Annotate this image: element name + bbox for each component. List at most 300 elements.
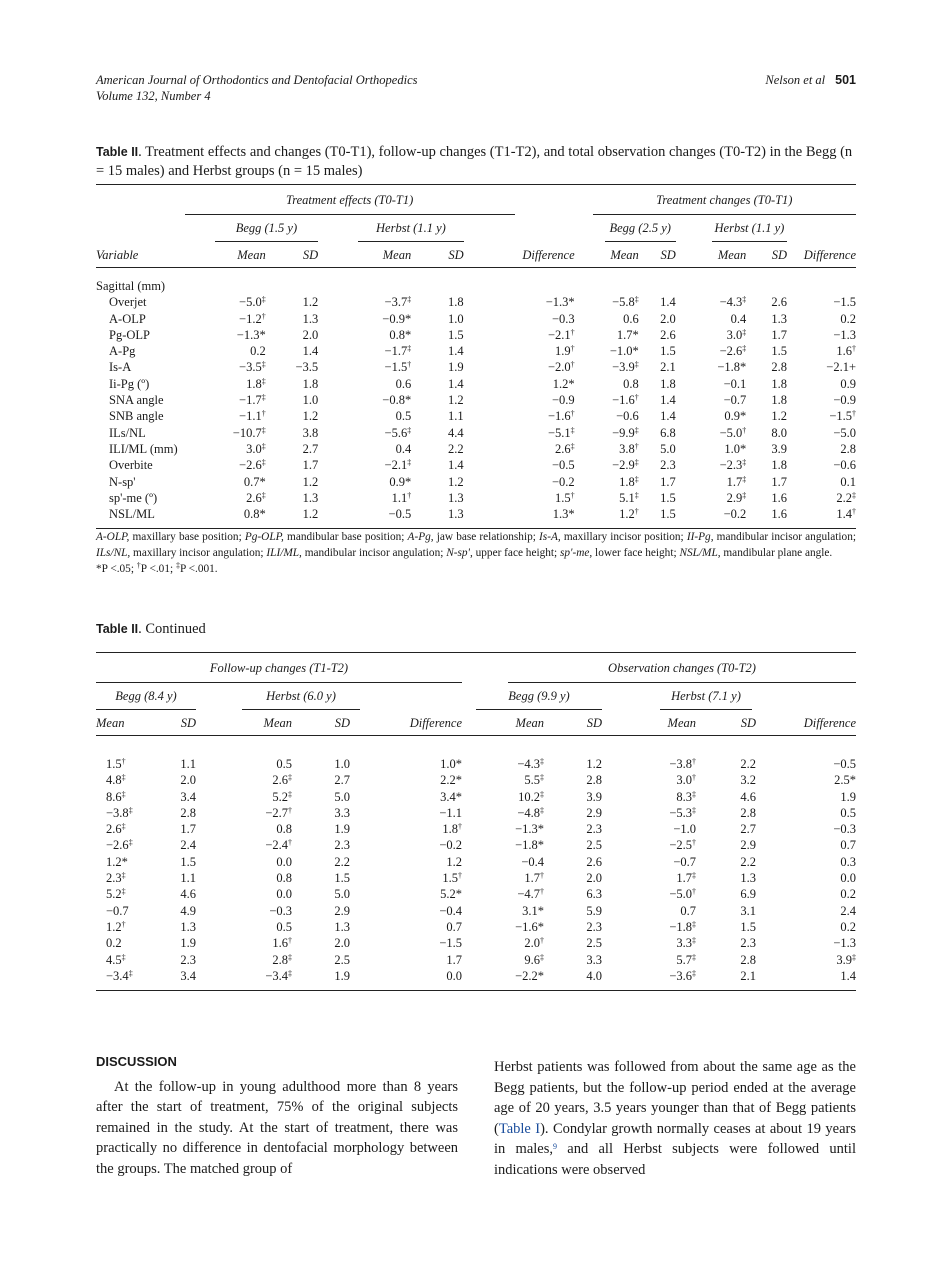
table-cell: 2.1 bbox=[660, 360, 676, 375]
reference-9-link[interactable]: 9 bbox=[553, 1142, 557, 1152]
table-cell: 0.5 bbox=[276, 757, 292, 771]
abbreviation-definition: mandibular incisor angulation; bbox=[713, 531, 856, 543]
table-cell: 1.6 bbox=[771, 490, 787, 505]
table-cell: 0.4 bbox=[395, 441, 412, 456]
table2-label: Table II bbox=[96, 622, 139, 636]
table-cell: 4.5‡ bbox=[106, 952, 126, 967]
table-cell: 3.0† bbox=[676, 773, 696, 788]
table-cell: −2.0† bbox=[547, 360, 575, 375]
table1-group-label bbox=[185, 185, 575, 216]
table-cell: 2.9 bbox=[334, 903, 350, 918]
table1-subgroup-text: Begg (2.5 y) bbox=[605, 217, 676, 242]
table-cell: 4.8‡ bbox=[106, 773, 126, 788]
abbreviation-definition: upper face height; bbox=[472, 547, 560, 559]
running-header bbox=[96, 72, 856, 104]
table-cell: −0.6 bbox=[616, 409, 639, 424]
table1-caption bbox=[96, 143, 856, 181]
table1-body bbox=[96, 268, 856, 529]
table-row bbox=[96, 311, 856, 327]
table-cell: 2.3 bbox=[586, 822, 602, 837]
table-cell: −0.7 bbox=[723, 393, 747, 408]
table-cell: 1.3 bbox=[740, 871, 756, 886]
table-cell: 0.8* bbox=[243, 507, 266, 522]
table-row bbox=[96, 392, 856, 408]
table-cell: 1.1† bbox=[391, 490, 412, 505]
table-cell: 1.4 bbox=[302, 344, 319, 359]
table1-subgroup-header bbox=[96, 215, 856, 243]
table-cell: 3.9‡ bbox=[836, 952, 856, 967]
table-cell: 1.8 bbox=[448, 295, 464, 310]
table2-subgroup bbox=[196, 683, 350, 711]
table-cell: 1.2* bbox=[106, 854, 128, 869]
table-cell: 2.6‡ bbox=[106, 822, 126, 837]
col-mean: Mean bbox=[237, 247, 266, 262]
col-difference: Difference bbox=[803, 247, 856, 262]
abbreviation-definition: maxillary base position; bbox=[129, 531, 245, 543]
table-cell: 1.5 bbox=[660, 344, 676, 359]
table-cell: 0.0 bbox=[840, 871, 856, 886]
variable-name: ILs/NL bbox=[109, 425, 146, 440]
table-cell: 1.7 bbox=[660, 474, 676, 489]
table1-subgroup bbox=[185, 215, 319, 243]
table-cell: −0.2 bbox=[723, 507, 747, 522]
table-cell: 0.8 bbox=[276, 822, 292, 837]
table-row bbox=[96, 756, 856, 772]
table-cell: −3.8‡ bbox=[106, 805, 133, 820]
header-authors: Nelson et al bbox=[765, 73, 826, 87]
table-cell: 3.8† bbox=[619, 441, 639, 456]
table-cell: 1.2 bbox=[302, 507, 319, 522]
table-cell: 1.0 bbox=[448, 311, 464, 326]
sig-p01: P <.01; bbox=[140, 563, 176, 575]
table-cell: 0.8 bbox=[623, 376, 639, 391]
table-cell: 3.4 bbox=[180, 789, 196, 804]
table-row bbox=[96, 952, 856, 968]
variable-name: SNB angle bbox=[109, 409, 164, 424]
table-cell: 0.9 bbox=[840, 376, 856, 391]
table-cell: 1.3 bbox=[448, 507, 464, 522]
variable-name: A-OLP bbox=[109, 311, 146, 326]
table2-group-label-text: Observation changes (T0-T2) bbox=[508, 654, 856, 683]
table2-caption bbox=[96, 620, 856, 639]
table1-footnote bbox=[96, 529, 856, 577]
table-cell: 0.2 bbox=[250, 344, 266, 359]
table-cell: −1.5 bbox=[439, 936, 462, 951]
discussion-paragraph-cont bbox=[494, 1057, 856, 1181]
table-cell: 1.3* bbox=[552, 507, 575, 522]
table-cell: −1.3 bbox=[833, 327, 856, 342]
table-cell: 2.0† bbox=[524, 936, 544, 951]
table2-subgroup bbox=[602, 683, 756, 711]
table-cell: −0.2 bbox=[439, 838, 462, 853]
variable-name: N-sp' bbox=[109, 474, 136, 489]
table-row bbox=[96, 968, 856, 984]
discussion-heading: DISCUSSION bbox=[96, 1054, 177, 1069]
abbreviation-term: ILI/ML, bbox=[266, 547, 302, 559]
table-cell: −1.8* bbox=[515, 838, 544, 853]
table-cell: −0.8* bbox=[382, 393, 412, 408]
table-cell: 6.3 bbox=[586, 887, 602, 902]
table-row bbox=[96, 772, 856, 788]
table-cell: −5.6‡ bbox=[384, 425, 412, 440]
table1-subgroup bbox=[318, 215, 463, 243]
table2-subgroup bbox=[462, 683, 602, 711]
table-cell: 2.6‡ bbox=[555, 441, 575, 456]
header-right bbox=[765, 72, 856, 88]
table-cell: −2.5† bbox=[669, 838, 696, 853]
table-cell: 3.9 bbox=[586, 789, 602, 804]
table1-column-header bbox=[96, 243, 856, 268]
table-cell: 0.9* bbox=[389, 474, 412, 489]
table-cell: 2.3 bbox=[180, 952, 196, 967]
table-cell: 1.3 bbox=[771, 311, 787, 326]
table1-caption-text: . Treatment effects and changes (T0-T1), follow-up changes (T1-T2), and total observation changes (T0-T2) in the Begg (n = 15 males) and Herbst groups (n = 15 males) bbox=[96, 144, 853, 179]
table-cell: 2.6‡ bbox=[246, 490, 266, 505]
table-cell: 1.5† bbox=[442, 871, 462, 886]
table-cell: −0.5 bbox=[551, 458, 575, 473]
table1-group-label-text: Treatment effects (T0-T1) bbox=[185, 186, 515, 215]
table-cell: −3.5 bbox=[295, 360, 319, 375]
table-cell: 3.0‡ bbox=[246, 441, 266, 456]
table-row bbox=[96, 903, 856, 919]
table-cell: 3.8 bbox=[302, 425, 319, 440]
table1-subgroup bbox=[676, 215, 787, 243]
table-cell: 1.0* bbox=[440, 757, 462, 771]
table-cell: −4.3‡ bbox=[517, 757, 544, 771]
sig-dagger: † bbox=[136, 561, 141, 570]
table-cell: 0.5 bbox=[276, 919, 292, 934]
table-cell: 2.8 bbox=[740, 952, 756, 967]
table-cell: 2.4 bbox=[840, 903, 856, 918]
table-cell: 2.8‡ bbox=[272, 952, 292, 967]
table-cell: −0.9 bbox=[833, 393, 856, 408]
col-sd: SD bbox=[660, 247, 676, 262]
table-cell: 1.5 bbox=[180, 854, 196, 869]
table-cell: 4.9 bbox=[180, 903, 196, 918]
table2-group-header bbox=[96, 653, 856, 684]
table-cell: 1.6† bbox=[272, 936, 292, 951]
table-cell: −0.7 bbox=[106, 903, 129, 918]
col-mean: Mean bbox=[263, 715, 292, 730]
section-label: Sagittal (mm) bbox=[96, 279, 166, 293]
table-cell: 2.0 bbox=[334, 936, 350, 951]
col-sd: SD bbox=[334, 715, 350, 730]
table-cell: 1.5 bbox=[660, 490, 676, 505]
table-cell: −5.0 bbox=[833, 425, 856, 440]
col-sd: SD bbox=[771, 247, 787, 262]
table-cell: −1.2† bbox=[239, 311, 266, 326]
sig-p05: *P <.05; bbox=[96, 563, 137, 575]
table1-subgroup-text: Begg (1.5 y) bbox=[215, 217, 319, 242]
table-cell: 2.6 bbox=[660, 327, 676, 342]
table-cell: 10.2‡ bbox=[518, 789, 544, 804]
table-cell: 2.9‡ bbox=[726, 490, 747, 505]
table-cell: −1.3* bbox=[545, 295, 575, 310]
table-cell: 1.2 bbox=[771, 409, 787, 424]
abbreviation-term: NSL/ML, bbox=[679, 547, 721, 559]
table-cell: 0.2 bbox=[840, 887, 856, 902]
table-row bbox=[96, 506, 856, 522]
table-cell: 5.0 bbox=[660, 441, 676, 456]
variable-name: NSL/ML bbox=[109, 507, 155, 522]
table-cell: 5.5‡ bbox=[524, 773, 544, 788]
table-row bbox=[96, 886, 856, 902]
table-cell: 1.1 bbox=[180, 757, 196, 771]
table-cell: −0.6 bbox=[833, 458, 856, 473]
table-cell: −2.6‡ bbox=[106, 838, 133, 853]
table-row bbox=[96, 474, 856, 490]
table-row bbox=[96, 359, 856, 375]
table-row bbox=[96, 821, 856, 837]
table-cell: −1.6† bbox=[547, 409, 575, 424]
table-cell: 2.8 bbox=[771, 360, 787, 375]
table-cell: 1.9† bbox=[555, 344, 575, 359]
table-row bbox=[96, 376, 856, 392]
discussion-left-column bbox=[96, 1052, 458, 1180]
table-row bbox=[96, 408, 856, 424]
table-cell: −0.1 bbox=[723, 376, 747, 391]
table-cell: 2.3 bbox=[660, 458, 676, 473]
table-cell: −2.3‡ bbox=[719, 458, 747, 473]
table-cell: −0.5 bbox=[833, 757, 856, 771]
table-cell: 2.7 bbox=[334, 773, 350, 788]
col-sd: SD bbox=[740, 715, 756, 730]
table-row bbox=[96, 457, 856, 473]
table-cell: 1.7* bbox=[616, 327, 639, 342]
table-cell: 1.9 bbox=[334, 822, 350, 837]
table-cell: 1.6† bbox=[836, 344, 856, 359]
table-cell: −1.3* bbox=[236, 327, 266, 342]
col-variable: Variable bbox=[96, 247, 139, 262]
table-cell: −2.1‡ bbox=[384, 458, 412, 473]
table1 bbox=[96, 184, 856, 529]
table-cell: 2.2 bbox=[334, 854, 350, 869]
table-cell: 0.5 bbox=[840, 805, 856, 820]
table2-group-label bbox=[462, 653, 856, 684]
table-cell: 2.3‡ bbox=[106, 871, 126, 886]
table-cell: 9.6‡ bbox=[524, 952, 544, 967]
table-cell: −1.8‡ bbox=[669, 919, 696, 934]
table2-subgroup-header bbox=[96, 683, 856, 711]
discussion-text: and all Herbst subjects were followed until indications were observed bbox=[494, 1141, 856, 1178]
table-cell: 1.8 bbox=[771, 393, 787, 408]
table-cell: −5.0† bbox=[719, 425, 747, 440]
table-cell: 0.7 bbox=[446, 919, 462, 934]
variable-name: SNA angle bbox=[109, 393, 164, 408]
table-cell: −0.9* bbox=[382, 311, 412, 326]
table-cell: −1.1† bbox=[239, 409, 266, 424]
table1-label: Table II bbox=[96, 145, 139, 159]
table-cell: 2.2* bbox=[440, 773, 462, 788]
col-mean: Mean bbox=[610, 247, 639, 262]
table-cell: −3.9‡ bbox=[612, 360, 639, 375]
table2-group-label-text: Follow-up changes (T1-T2) bbox=[96, 654, 462, 683]
table-cell: 5.7‡ bbox=[676, 952, 696, 967]
table-cell: 2.2‡ bbox=[836, 490, 856, 505]
table-cell: 0.6 bbox=[395, 376, 412, 391]
table-cell: −0.4 bbox=[521, 854, 544, 869]
table-cell: 2.9 bbox=[740, 838, 756, 853]
variable-name: Overbite bbox=[109, 458, 153, 473]
variable-name: Pg-OLP bbox=[109, 327, 150, 342]
table-cell: 3.0‡ bbox=[726, 327, 747, 342]
table-cell: 5.0 bbox=[334, 887, 350, 902]
table-cell: 1.2 bbox=[448, 393, 464, 408]
table2-caption-text: . Continued bbox=[138, 621, 206, 637]
discussion-right-column bbox=[494, 1057, 856, 1181]
table-spacer bbox=[96, 984, 856, 991]
table-cell: 1.2 bbox=[586, 757, 602, 771]
abbreviation-term: A-Pg, bbox=[407, 531, 434, 543]
table-cell: 1.9 bbox=[840, 789, 856, 804]
table-cell: 2.8 bbox=[586, 773, 602, 788]
table-cell: 1.2 bbox=[446, 854, 462, 869]
table-cell: 2.2 bbox=[448, 441, 464, 456]
table-cell: 1.3 bbox=[334, 919, 350, 934]
table-cell: 1.8 bbox=[660, 376, 676, 391]
table-cell: 1.2* bbox=[552, 376, 575, 391]
table-cell: 0.2 bbox=[840, 919, 856, 934]
variable-name: Overjet bbox=[109, 295, 147, 310]
table-cell: −1.7‡ bbox=[239, 393, 266, 408]
table2 bbox=[96, 652, 856, 991]
table2-subgroup bbox=[96, 683, 196, 711]
table-cell: −1.5 bbox=[833, 295, 856, 310]
table-cell: 2.3 bbox=[334, 838, 350, 853]
table-cell: 0.7* bbox=[243, 474, 266, 489]
table-cell: −10.7‡ bbox=[232, 425, 266, 440]
abbreviation-term: Is-A, bbox=[539, 531, 561, 543]
table-cell: 1.4 bbox=[448, 458, 464, 473]
table-cell: 1.7 bbox=[771, 474, 787, 489]
table-cell: 0.8 bbox=[276, 871, 292, 886]
table-cell: −2.4† bbox=[265, 838, 292, 853]
table-row bbox=[96, 837, 856, 853]
table-cell: −2.9‡ bbox=[612, 458, 639, 473]
abbreviation-definition: mandibular incisor angulation; bbox=[301, 547, 447, 559]
table-cell: 1.0 bbox=[334, 757, 350, 771]
table-cell: −1.3* bbox=[515, 822, 544, 837]
col-sd: SD bbox=[448, 247, 464, 262]
page-number: 501 bbox=[835, 73, 856, 87]
abbreviation-term: II-Pg, bbox=[686, 531, 714, 543]
table-cell: 2.8 bbox=[740, 805, 756, 820]
table-cell: 1.7† bbox=[524, 871, 544, 886]
table-row bbox=[96, 343, 856, 359]
journal-volume: Volume 132, Number 4 bbox=[96, 89, 211, 103]
table-cell: 1.3 bbox=[180, 919, 196, 934]
table-cell: 0.9* bbox=[724, 409, 747, 424]
table-cell: 2.0 bbox=[660, 311, 676, 326]
table-cell: 0.7 bbox=[680, 903, 696, 918]
table-cell: 4.6 bbox=[180, 887, 196, 902]
table2-subgroup-text: Herbst (7.1 y) bbox=[660, 685, 752, 710]
table-row bbox=[96, 327, 856, 343]
table-cell: 2.9 bbox=[586, 805, 602, 820]
table-cell: 1.4 bbox=[448, 376, 464, 391]
col-mean: Mean bbox=[382, 247, 412, 262]
table-cell: 2.1 bbox=[740, 968, 756, 983]
table2-group-label bbox=[96, 653, 462, 684]
table-cell: 3.9 bbox=[771, 441, 787, 456]
table-cell: −1.6† bbox=[612, 393, 639, 408]
table-cell: −1.3 bbox=[833, 936, 856, 951]
discussion-paragraph: At the follow-up in young adulthood more than 8 years after the start of treatment, 75% of the original subjects remained in the study. At the start of treatment, there was practically no difference in dentofacial morphology between the groups. The matched group of bbox=[96, 1078, 458, 1177]
table-cell: −3.6‡ bbox=[669, 968, 696, 983]
table-cell: 1.2 bbox=[448, 474, 464, 489]
sig-ddagger: ‡ bbox=[175, 561, 180, 570]
table-i-link[interactable]: Table I bbox=[498, 1120, 541, 1137]
table-cell: 5.2‡ bbox=[106, 887, 126, 902]
table-cell: −5.0† bbox=[669, 887, 696, 902]
table-cell: 2.0 bbox=[180, 773, 196, 788]
table-cell: 1.8 bbox=[302, 376, 319, 391]
col-mean: Mean bbox=[96, 715, 125, 730]
table-row bbox=[96, 854, 856, 870]
table-cell: −5.1‡ bbox=[547, 425, 575, 440]
table-cell: 5.2* bbox=[440, 887, 462, 902]
table-cell: 0.0 bbox=[276, 854, 292, 869]
table-cell: 1.4 bbox=[448, 344, 464, 359]
table-cell: 3.3 bbox=[586, 952, 602, 967]
table-cell: 5.2‡ bbox=[272, 789, 292, 804]
table-cell: 0.2 bbox=[106, 936, 122, 951]
table-cell: −1.8* bbox=[717, 360, 747, 375]
table-cell: 0.7 bbox=[840, 838, 856, 853]
discussion-text: Herbst patients was followed from about the same age as the Begg patients, but the follow-up period ended at the average age of 20 years, 3.5 years younger than that of Begg patients ( bbox=[494, 1059, 856, 1137]
table-cell: 2.7 bbox=[740, 822, 756, 837]
table-cell: 0.1 bbox=[840, 474, 856, 489]
table-cell: 1.0* bbox=[724, 441, 747, 456]
table-cell: −1.1 bbox=[439, 805, 462, 820]
variable-name: Ii-Pg (º) bbox=[109, 376, 150, 391]
table-cell: 1.2† bbox=[106, 919, 126, 934]
table-row bbox=[96, 919, 856, 935]
table-cell: 1.9 bbox=[334, 968, 350, 983]
table-cell: −1.5† bbox=[384, 360, 412, 375]
table-cell: 6.8 bbox=[660, 425, 676, 440]
table-cell: −1.7‡ bbox=[384, 344, 412, 359]
col-sd: SD bbox=[586, 715, 602, 730]
table-cell: 1.7 bbox=[771, 327, 787, 342]
table-cell: −2.1+ bbox=[826, 360, 856, 375]
table-cell: 1.1 bbox=[448, 409, 464, 424]
variable-name: ILI/ML (mm) bbox=[109, 441, 178, 456]
table-cell: 1.5† bbox=[555, 490, 575, 505]
abbreviation-definition: mandibular plane angle. bbox=[720, 547, 833, 559]
table-cell: −2.6‡ bbox=[239, 458, 266, 473]
table-cell: 2.3 bbox=[740, 936, 756, 951]
table-cell: 1.8‡ bbox=[246, 376, 266, 391]
table2-body bbox=[96, 736, 856, 991]
table-cell: −3.7‡ bbox=[384, 295, 412, 310]
variable-name: Is-A bbox=[109, 360, 132, 375]
abbreviation-definition: maxillary incisor angulation; bbox=[130, 547, 267, 559]
table-cell: −0.3 bbox=[833, 822, 856, 837]
table-cell: 4.4 bbox=[448, 425, 464, 440]
table-cell: −4.3‡ bbox=[719, 295, 747, 310]
table-cell: −0.9 bbox=[551, 393, 575, 408]
variable-name: sp'-me (º) bbox=[109, 490, 158, 505]
table-cell: 2.7 bbox=[302, 441, 319, 456]
table-row bbox=[96, 789, 856, 805]
table-cell: 1.9 bbox=[180, 936, 196, 951]
col-sd: SD bbox=[302, 247, 319, 262]
abbreviation-term: Pg-OLP, bbox=[244, 531, 284, 543]
abbreviation-definition: maxillary incisor position; bbox=[560, 531, 687, 543]
table-cell: 3.4* bbox=[440, 789, 462, 804]
table-cell: 2.3 bbox=[586, 919, 602, 934]
